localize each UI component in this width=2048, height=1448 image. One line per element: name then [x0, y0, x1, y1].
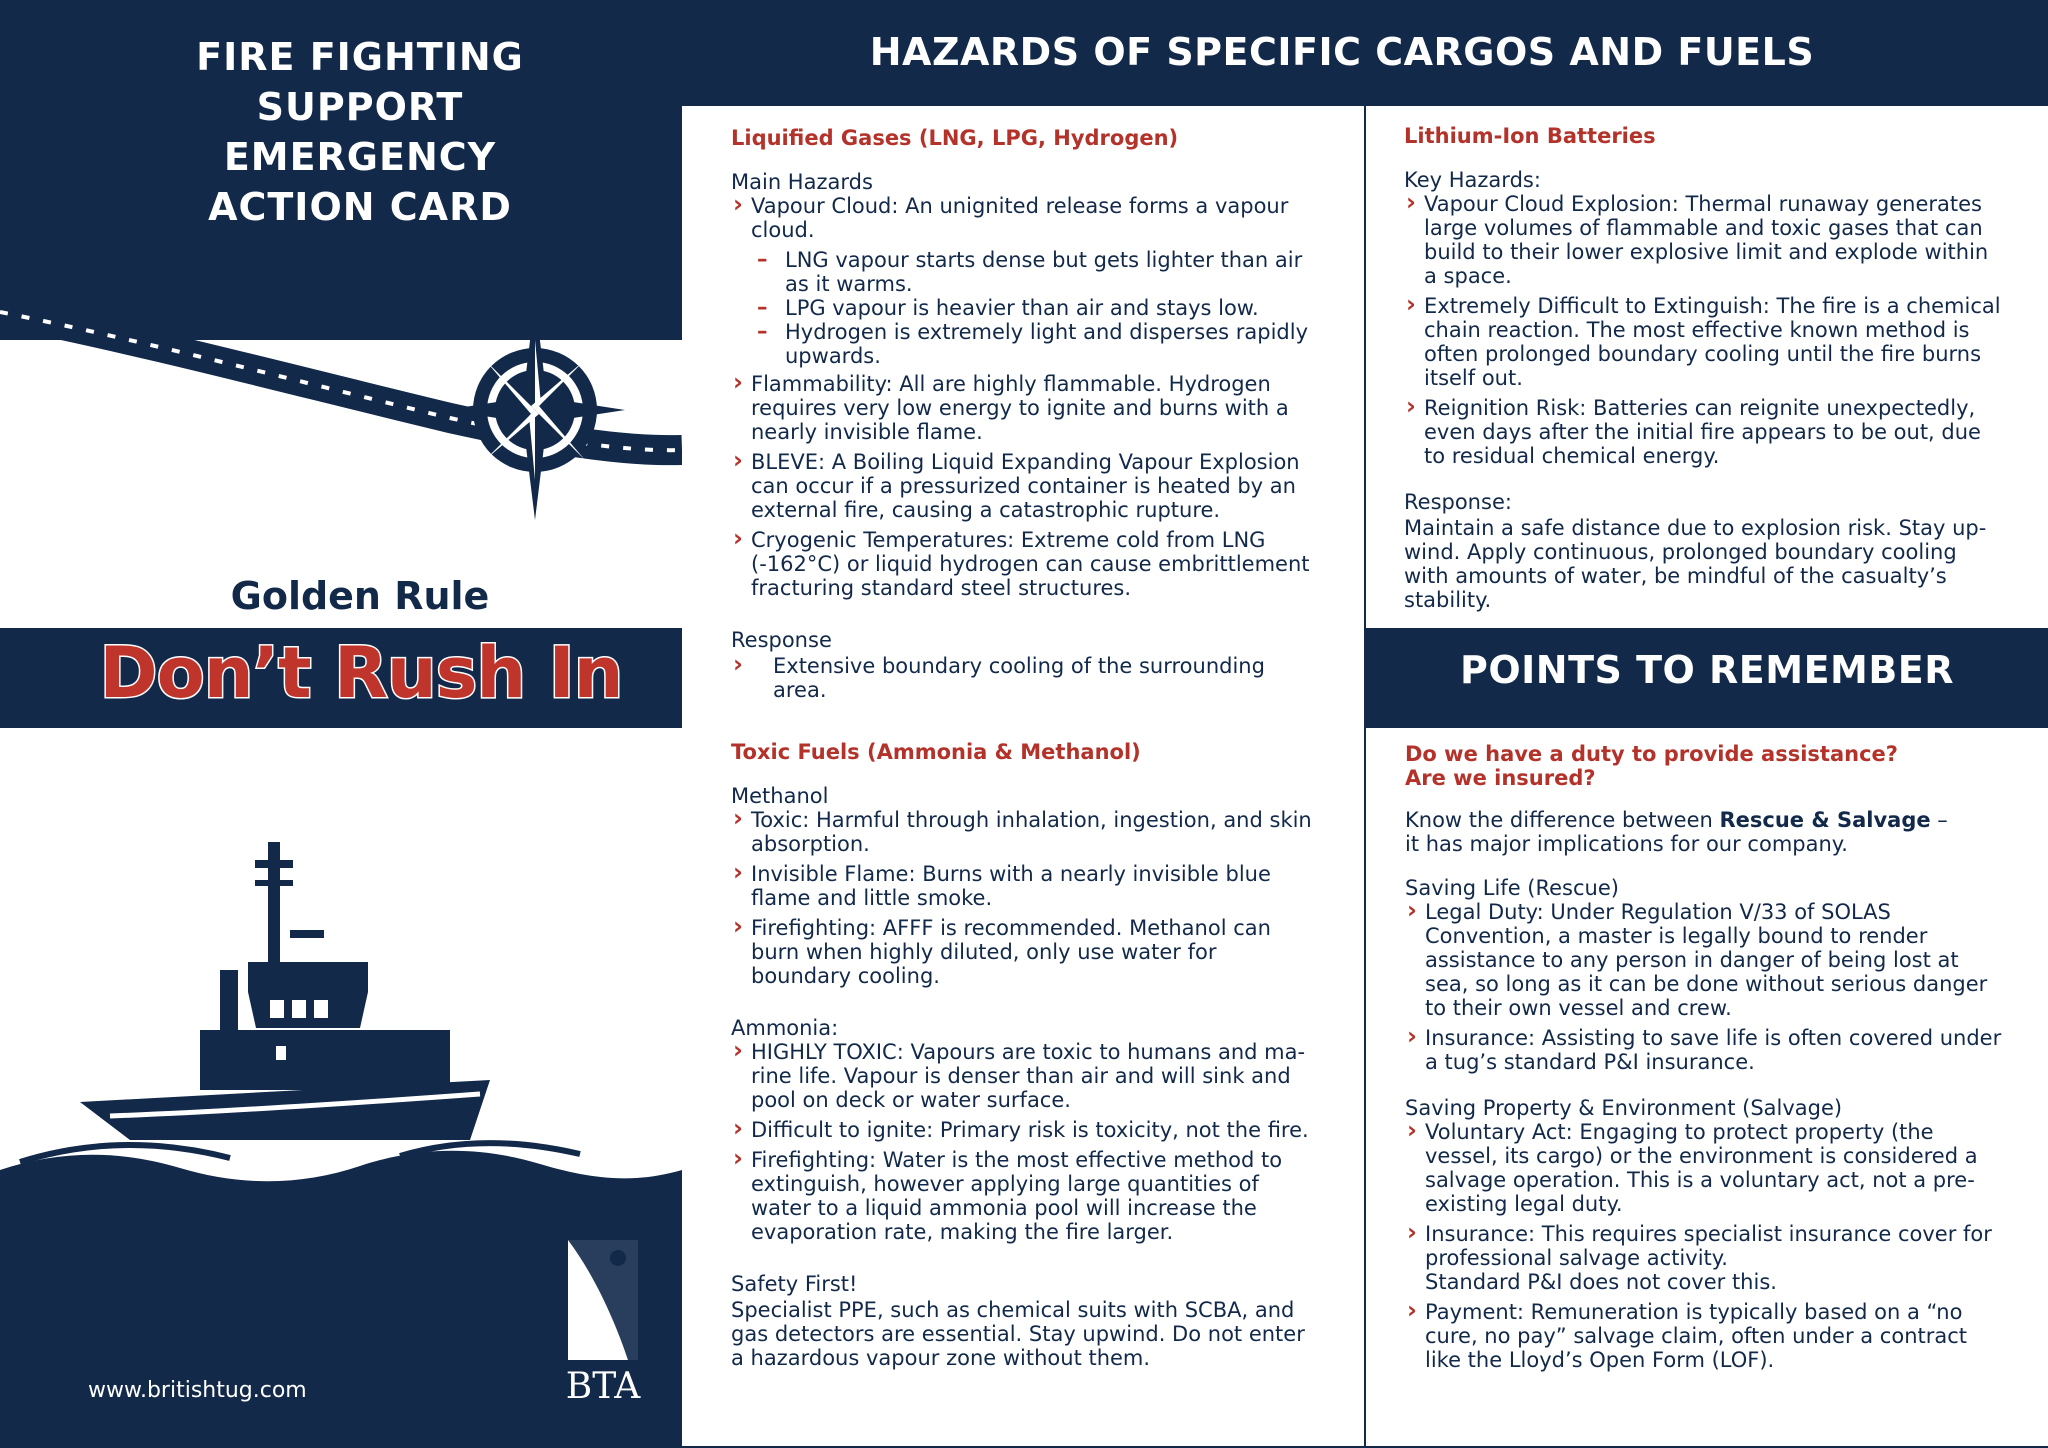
- lithium-response-label: Response:: [1404, 490, 1512, 514]
- hazard-cryogenic: › Cryogenic Temperatures: Extreme cold from LNG (-162°C) or liquid hydrogen can cause embrittlement fracturing standard steel structures.: [731, 528, 1321, 600]
- lithium-explosion: › Vapour Cloud Explosion: Thermal runaway generates large volumes of flammable and toxic gases that can build to their lower explosive limit and explode within a space.: [1404, 192, 2004, 288]
- lithium-response: Maintain a safe distance due to explosion risk. Stay up-wind. Apply continuous, prolonged boundary cooling with amounts of water, be mindful of the casualty’s stability.: [1404, 516, 1987, 612]
- bta-logo: [558, 1240, 648, 1410]
- hazard-bleve: › BLEVE: A Boiling Liquid Expanding Vapour Explosion can occur if a pressurized container is heated by an external fire, causing a catastrophic rupture.: [731, 450, 1321, 522]
- website-link[interactable]: www.britishtug.com: [88, 1378, 307, 1403]
- card-title-line: FIRE FIGHTING: [196, 35, 524, 79]
- card-title-line: EMERGENCY: [223, 135, 497, 179]
- bta-logo-text: BTA: [565, 1366, 641, 1407]
- liquified-response-label: Response: [731, 628, 832, 652]
- rescue-insurance: › Insurance: Assisting to save life is often covered under a tug’s standard P&I insurance.: [1405, 1026, 2005, 1074]
- salvage-insurance: [1405, 1222, 2005, 1294]
- hazard-flammability: › Flammability: All are highly flammable. Hydrogen requires very low energy to ignite and burns with a nearly invisible flame.: [731, 372, 1321, 444]
- hazard-vapour-cloud: › Vapour Cloud: An unignited release forms a vapour cloud.: [731, 194, 1321, 242]
- card-title-line: SUPPORT: [256, 85, 464, 129]
- main-hazards-label: Main Hazards: [731, 170, 873, 194]
- tugboat-icon: [70, 840, 500, 1140]
- salvage-label: Saving Property & Environment (Salvage): [1405, 1096, 1843, 1120]
- salvage-insurance-text: Insurance: This requires specialist insurance cover for professional salvage activity.: [1425, 1222, 1992, 1270]
- toxic-fuels-heading: Toxic Fuels (Ammonia & Methanol): [731, 740, 1141, 764]
- card-title: [0, 32, 720, 232]
- intro-text-2: it has major implications for our company.: [1405, 832, 1848, 856]
- lithium-extinguish: › Extremely Difficult to Extinguish: The fire is a chemical chain reaction. The most effective known method is often prolonged boundary cooling until the fire burns itself out.: [1404, 294, 2004, 390]
- column-liquified-toxic: [731, 126, 1321, 702]
- lithium-reignition: › Reignition Risk: Batteries can reignite unexpectedly, even days after the initial fire appears to be out, due to residual chemical energy.: [1404, 396, 2004, 468]
- golden-rule-label: Golden Rule: [230, 574, 490, 618]
- liquified-response: › Extensive boundary cooling of the surrounding area.: [731, 654, 1321, 702]
- salvage-voluntary: › Voluntary Act: Engaging to protect property (the vessel, its cargo) or the environment is considered a salvage operation. This is a voluntary act, not a pre-existing legal duty.: [1405, 1120, 2005, 1216]
- salvage-payment: › Payment: Remuneration is typically based on a “no cure, no pay” salvage claim, often under a contract like the Lloyd’s Open Form (LOF).: [1405, 1300, 2005, 1372]
- ammonia-firefighting: › Firefighting: Water is the most effective method to extinguish, however applying large quantities of water to a liquid ammonia pool will increase the evaporation rate, making the fire larger.: [731, 1148, 1321, 1244]
- lithium-heading: Lithium-Ion Batteries: [1404, 124, 1656, 148]
- rope-compass-illustration: [0, 290, 682, 520]
- column-divider: [1364, 106, 1366, 1448]
- points-title: POINTS TO REMEMBER: [1459, 648, 1955, 692]
- safety-first-text: Specialist PPE, such as chemical suits with SCBA, and gas detectors are essential. Stay upwind. Do not enter a hazardous vapour zone without them.: [731, 1298, 1305, 1370]
- methanol-toxic: › Toxic: Harmful through inhalation, ingestion, and skin absorption.: [731, 808, 1321, 856]
- salvage-insurance-note: Standard P&I does not cover this.: [1425, 1270, 1777, 1294]
- intro-text: [1405, 808, 2005, 832]
- duty-question: Do we have a duty to provide assistance?: [1405, 742, 1898, 766]
- points-section: [1405, 742, 2005, 1372]
- safety-first-label: Safety First!: [731, 1272, 858, 1296]
- lithium-section: [1404, 124, 2004, 612]
- hydrogen-item: – Hydrogen is extremely light and disperses rapidly upwards.: [731, 320, 1321, 368]
- toxic-fuels-section: [731, 740, 1321, 1370]
- liquified-gases-heading: Liquified Gases (LNG, LPG, Hydrogen): [731, 126, 1179, 150]
- lng-vapour-item: – LNG vapour starts dense but gets lighter than air as it warms.: [731, 248, 1321, 296]
- ammonia-ignite: › Difficult to ignite: Primary risk is toxicity, not the fire.: [731, 1118, 1321, 1142]
- insured-question: Are we insured?: [1405, 766, 1596, 790]
- methanol-flame: › Invisible Flame: Burns with a nearly invisible blue flame and little smoke.: [731, 862, 1321, 910]
- page-title: HAZARDS OF SPECIFIC CARGOS AND FUELS: [869, 30, 1815, 74]
- intro-part-2: –: [1930, 808, 1948, 832]
- intro-part-1: Know the difference between: [1405, 808, 1720, 832]
- golden-rule-text: Don’t Rush In: [99, 632, 623, 714]
- card-title-line: ACTION CARD: [208, 185, 512, 229]
- ammonia-label: Ammonia:: [731, 1016, 839, 1040]
- methanol-label: Methanol: [731, 784, 829, 808]
- lpg-vapour-item: – LPG vapour is heavier than air and stays low.: [731, 296, 1321, 320]
- intro-bold: Rescue & Salvage: [1719, 808, 1931, 832]
- ammonia-toxic: › HIGHLY TOXIC: Vapours are toxic to humans and ma-rine life. Vapour is denser than air and will sink and pool on deck or water surface.: [731, 1040, 1321, 1112]
- methanol-firefighting: › Firefighting: AFFF is recommended. Methanol can burn when highly diluted, only use water for boundary cooling.: [731, 916, 1321, 988]
- rescue-label: Saving Life (Rescue): [1405, 876, 1619, 900]
- rescue-legal-duty: › Legal Duty: Under Regulation V/33 of SOLAS Convention, a master is legally bound to render assistance to any person in danger of being lost at sea, so long as it can be done without serious danger to their own vessel and crew.: [1405, 900, 2005, 1020]
- key-hazards-label: Key Hazards:: [1404, 168, 1541, 192]
